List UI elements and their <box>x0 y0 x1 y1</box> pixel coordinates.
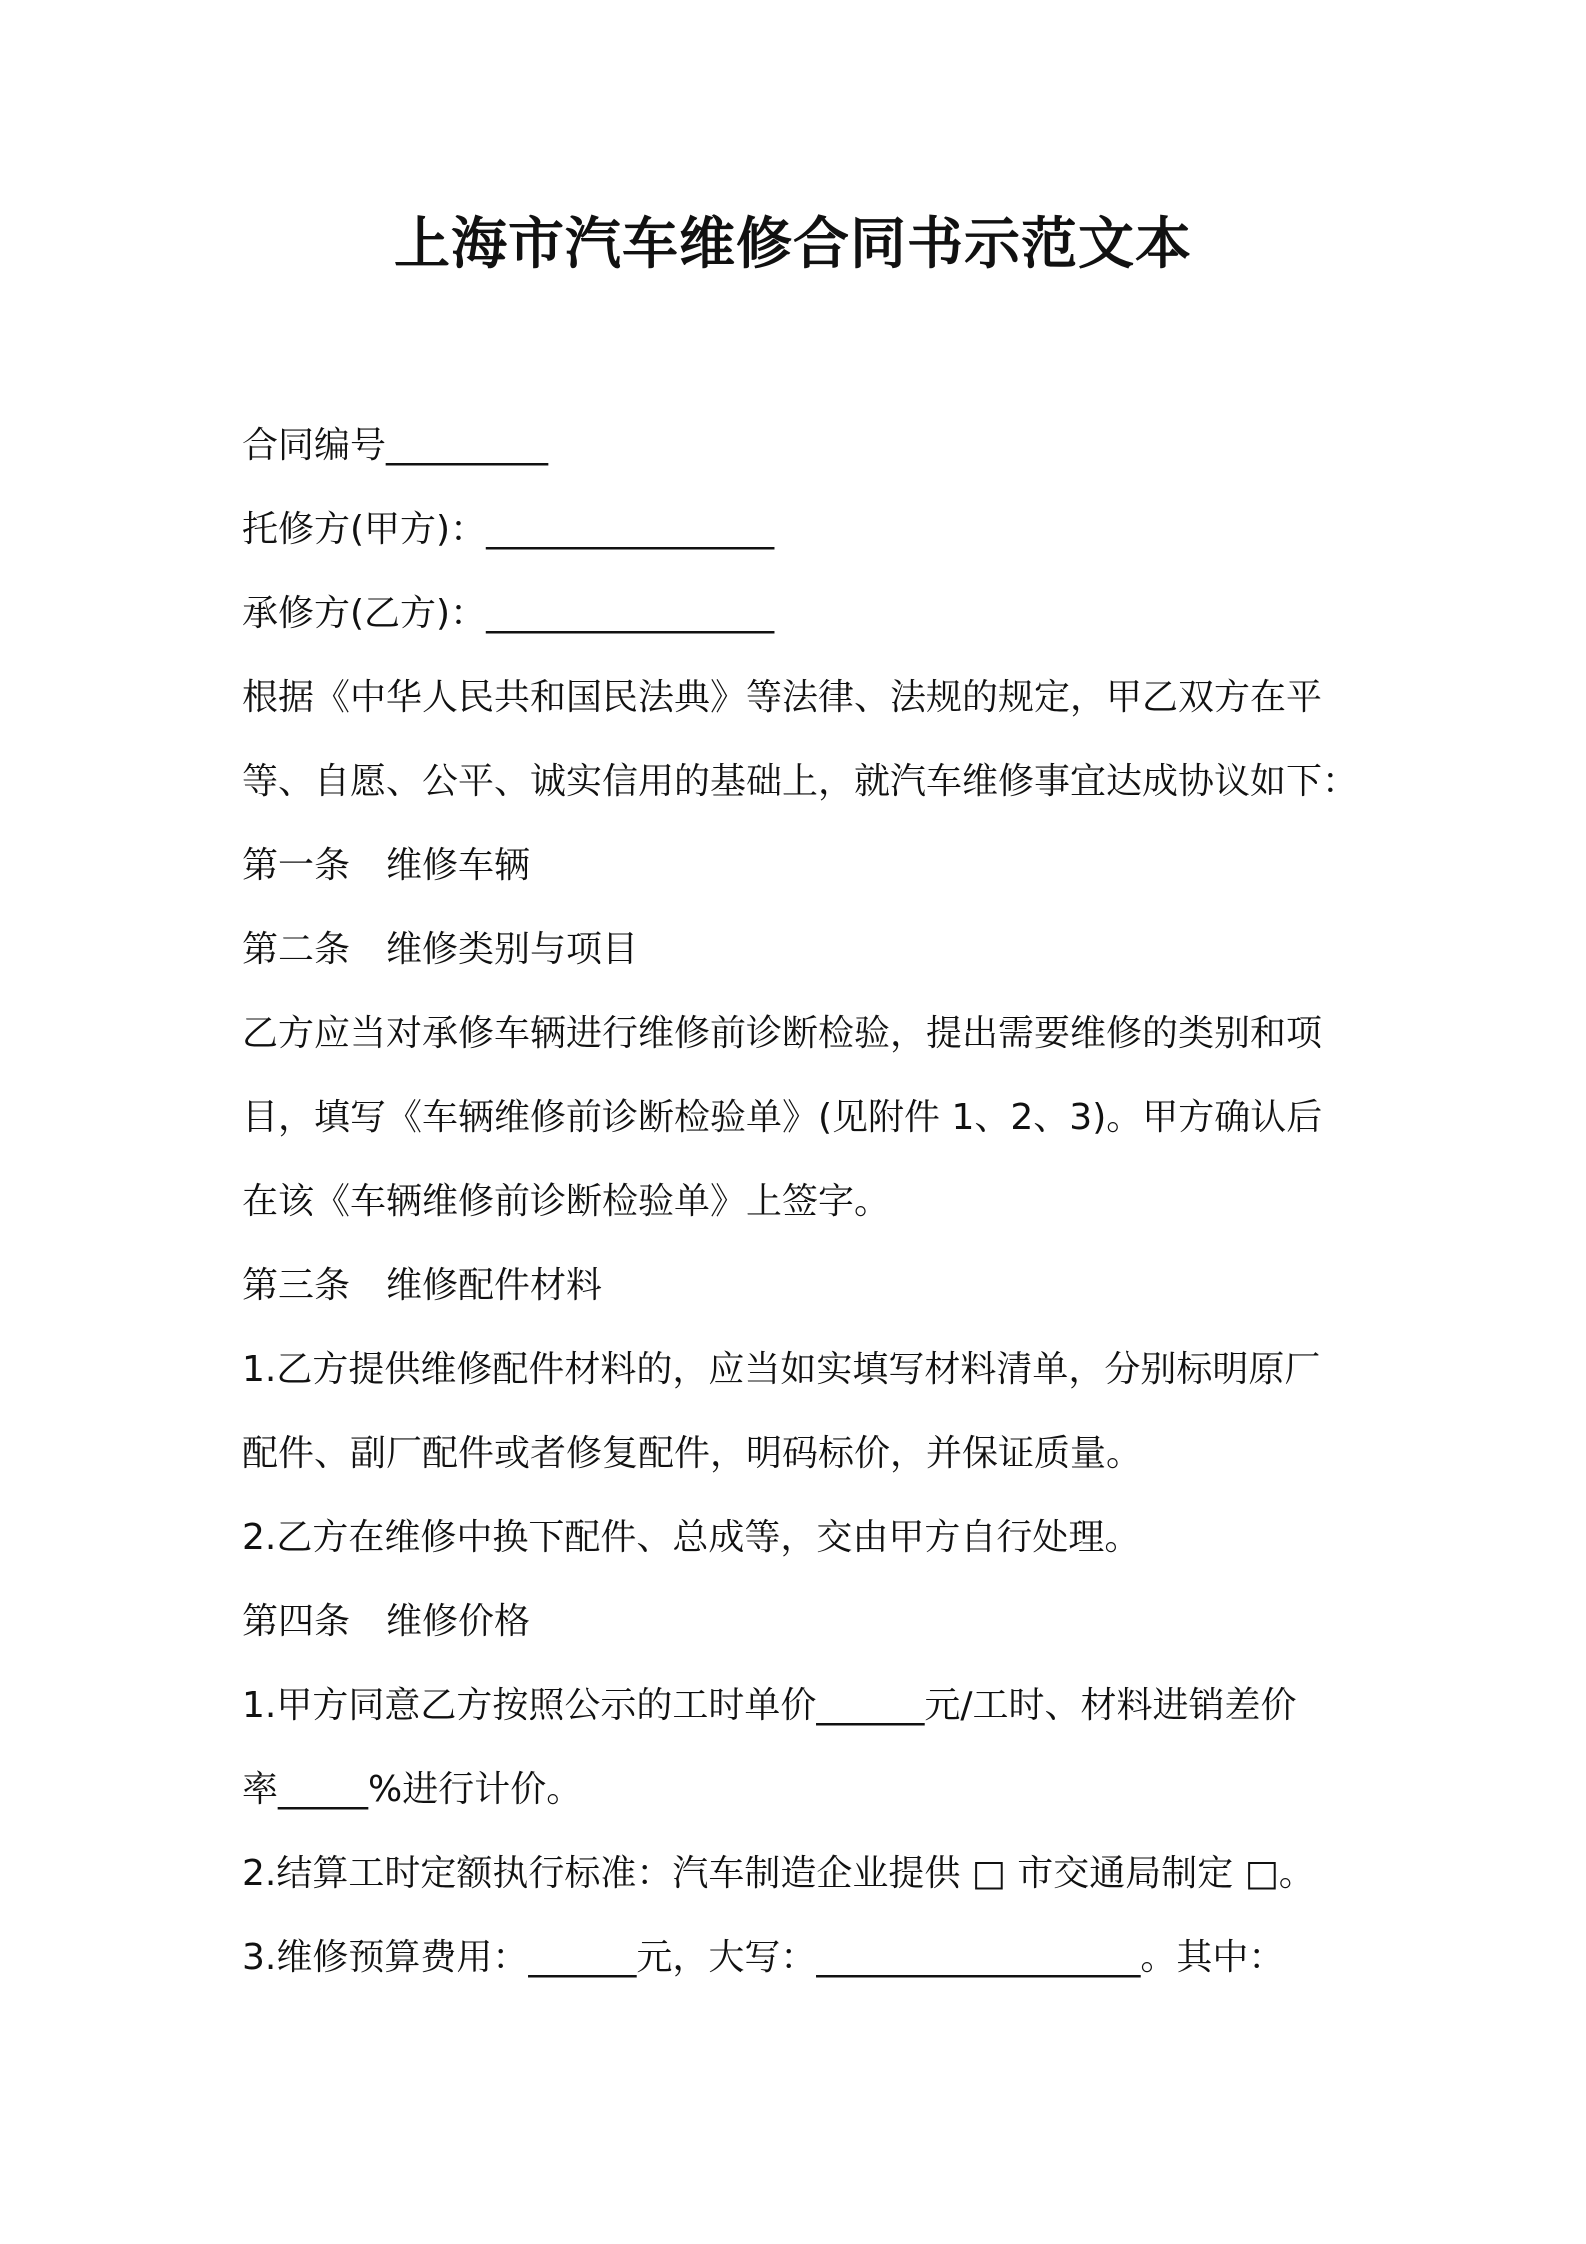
article-4-heading: 第四条 维修价格 <box>242 1601 531 1642</box>
document-title: 上海市汽车维修合同书示范文本 <box>394 212 1192 277</box>
article-4-item-2: 2.结算工时定额执行标准：汽车制造企业提供 □ 市交通局制定 □。 <box>242 1853 1315 1894</box>
article-2-line-3: 在该《车辆维修前诊断检验单》上签字。 <box>242 1181 891 1222</box>
article-2-line-1: 乙方应当对承修车辆进行维修前诊断检验，提出需要维修的类别和项 <box>242 1013 1323 1054</box>
document-body <box>242 404 1366 2000</box>
article-1-heading: 第一条 维修车辆 <box>242 845 531 886</box>
article-3-item-1-line-2: 配件、副厂配件或者修复配件，明码标价，并保证质量。 <box>242 1433 1143 1474</box>
article-4-item-1-line-1: 1.甲方同意乙方按照公示的工时单价______元/工时、材料进销差价 <box>242 1685 1297 1726</box>
article-4-item-3: 3.维修预算费用：______元，大写：__________________。其中： <box>242 1937 1285 1978</box>
article-3-item-2: 2.乙方在维修中换下配件、总成等，交由甲方自行处理。 <box>242 1517 1141 1558</box>
article-2-line-2: 目，填写《车辆维修前诊断检验单》(见附件 1、2、3)。甲方确认后 <box>242 1097 1323 1138</box>
article-3-item-1-line-1: 1.乙方提供维修配件材料的，应当如实填写材料清单，分别标明原厂 <box>242 1349 1321 1390</box>
article-3-heading: 第三条 维修配件材料 <box>242 1265 603 1306</box>
client-party-line: 托修方(甲方)：________________ <box>242 509 775 550</box>
preamble-line-2: 等、自愿、公平、诚实信用的基础上，就汽车维修事宜达成协议如下： <box>242 761 1359 802</box>
article-2-heading: 第二条 维修类别与项目 <box>242 929 639 970</box>
article-4-item-1-line-2: 率_____%进行计价。 <box>242 1769 583 1810</box>
repair-party-line: 承修方(乙方)：________________ <box>242 593 775 634</box>
preamble-line-1: 根据《中华人民共和国民法典》等法律、法规的规定，甲乙双方在平 <box>242 677 1323 718</box>
contract-number-line: 合同编号_________ <box>242 425 549 466</box>
